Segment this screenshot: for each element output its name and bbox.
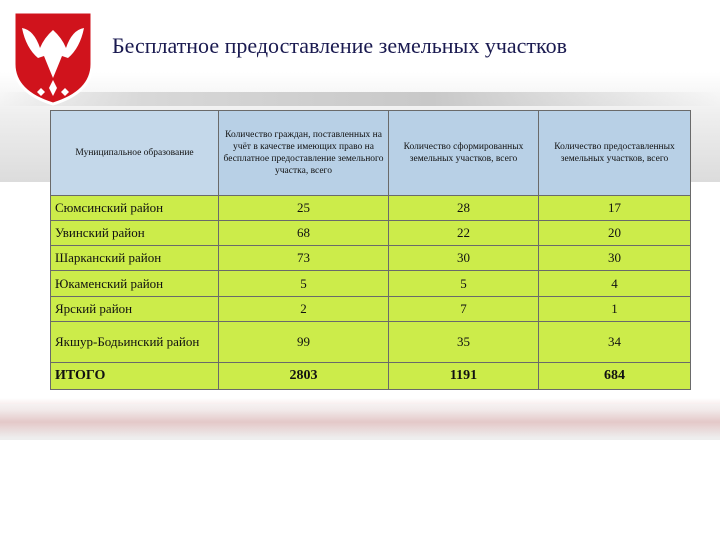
- row-provided: 1: [539, 296, 691, 321]
- row-citizens: 5: [219, 271, 389, 296]
- total-formed: 1191: [389, 362, 539, 389]
- background-bottom-band: [0, 404, 720, 440]
- row-provided: 17: [539, 196, 691, 221]
- row-name: Шарканский район: [51, 246, 219, 271]
- row-citizens: 73: [219, 246, 389, 271]
- header-citizens: Количество граждан, поставленных на учёт в качестве имеющих право на бесплатное предоставление земельного участка, всего: [219, 111, 389, 196]
- table-row: [51, 296, 691, 321]
- table-row: [51, 246, 691, 271]
- header-provided: Количество предоставленных земельных участков, всего: [539, 111, 691, 196]
- background-stripe: [0, 92, 720, 106]
- row-provided: 30: [539, 246, 691, 271]
- row-formed: 7: [389, 296, 539, 321]
- total-provided: 684: [539, 362, 691, 389]
- row-formed: 35: [389, 321, 539, 362]
- row-formed: 30: [389, 246, 539, 271]
- row-provided: 34: [539, 321, 691, 362]
- row-name: Сюмсинский район: [51, 196, 219, 221]
- table-total-row: [51, 362, 691, 389]
- table-header-row: [51, 111, 691, 196]
- row-citizens: 2: [219, 296, 389, 321]
- row-name: Увинский район: [51, 221, 219, 246]
- row-formed: 28: [389, 196, 539, 221]
- total-label: ИТОГО: [51, 362, 219, 389]
- udmurtia-emblem-icon: [10, 8, 96, 106]
- table-row: [51, 271, 691, 296]
- row-citizens: 68: [219, 221, 389, 246]
- row-name: Юкаменский район: [51, 271, 219, 296]
- row-provided: 20: [539, 221, 691, 246]
- row-name: Якшур-Бодьинский район: [51, 321, 219, 362]
- header-formed: Количество сформированных земельных участков, всего: [389, 111, 539, 196]
- table-row: [51, 221, 691, 246]
- row-provided: 4: [539, 271, 691, 296]
- row-citizens: 99: [219, 321, 389, 362]
- table-row: [51, 321, 691, 362]
- land-plots-table: [50, 110, 691, 390]
- row-citizens: 25: [219, 196, 389, 221]
- total-citizens: 2803: [219, 362, 389, 389]
- header-municipality: Муниципальное образование: [51, 111, 219, 196]
- slide-title: Бесплатное предоставление земельных участков: [112, 33, 568, 58]
- row-name: Ярский район: [51, 296, 219, 321]
- table-row: [51, 196, 691, 221]
- row-formed: 22: [389, 221, 539, 246]
- row-formed: 5: [389, 271, 539, 296]
